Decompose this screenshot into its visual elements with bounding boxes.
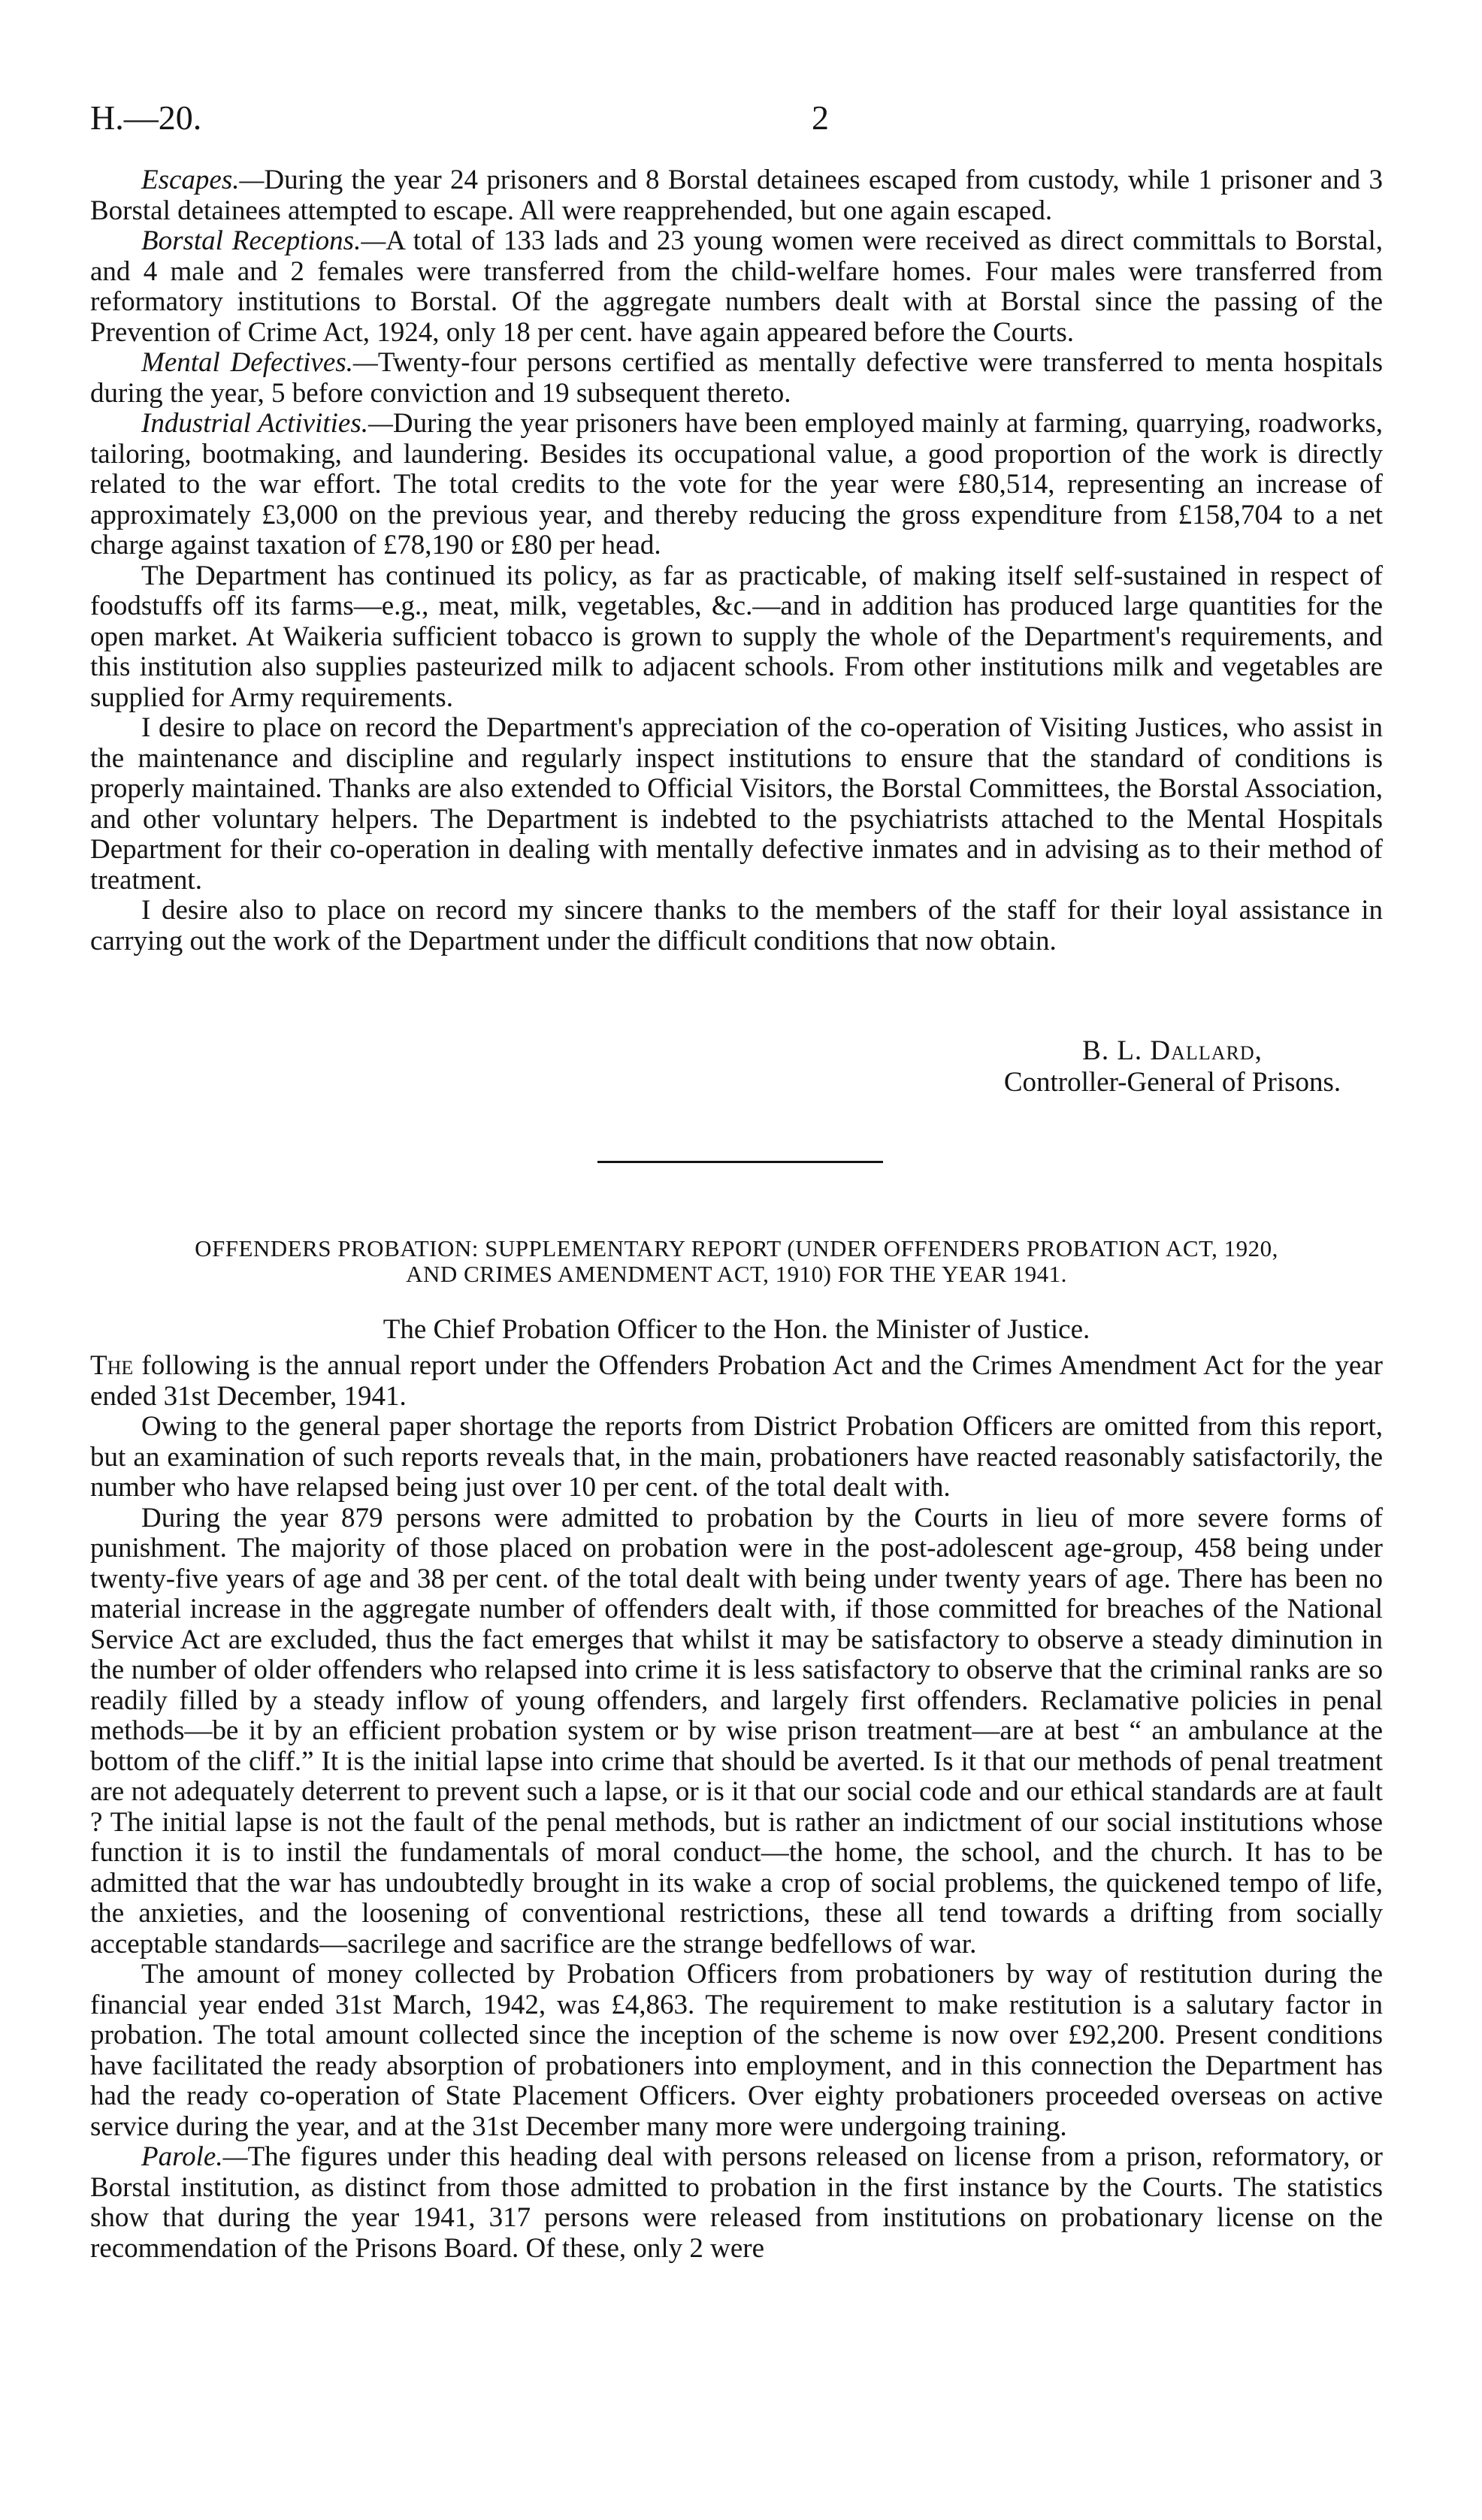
paragraph-text: following is the annual report under the Offenders Probation Act and the Crimes Amendment Act for the year ended 31st December, 1941. xyxy=(90,1350,1383,1412)
paragraph-text: The figures under this heading deal with persons released on license from a prison, reformatory, or Borstal institution, as distinct from those admitted to probation in the first instance by the Courts. The statistics show that during the year 1941, 317 persons were released from institutions on probationary license on the recommendation of the Prisons Board. Of these, only 2 were xyxy=(90,2141,1383,2264)
paragraph-paper-shortage xyxy=(90,1412,1383,1503)
signatory-name: B. L. Dallard, xyxy=(1082,1035,1263,1066)
paragraph-lead: Mental Defectives.— xyxy=(141,347,378,378)
paragraph-text: Owing to the general paper shortage the reports from District Probation Officers are omitted from this report, but an examination of such reports reveals that, in the main, probationers have reacted reasonably satisfactorily, the number who have relapsed being just over 10 per cent. of the total dealt with. xyxy=(90,1411,1383,1503)
paragraph-lead: Escapes.— xyxy=(141,165,265,195)
paragraph-lead: Parole.— xyxy=(141,2141,248,2172)
paragraph-text: I desire also to place on record my sincere thanks to the members of the staff for their loyal assistance in carrying out the work of the Department under the difficult conditions that now obtain. xyxy=(90,895,1383,956)
paragraph-borstal-receptions xyxy=(90,226,1383,348)
paragraph-restitution xyxy=(90,1959,1383,2142)
paragraph-text: During the year prisoners have been employed mainly at farming, quarrying, roadworks, tailoring, bootmaking, and laundering. Besides its occupational value, a good proportion of the work is directly related to the war effort. The total credits to the vote for the year were £80,514, representing an increase of approximately £3,000 on the previous year, and thereby reducing the gross expenditure from £158,704 to a net charge against taxation of £78,190 or £80 per head. xyxy=(90,408,1383,561)
page-header xyxy=(90,98,1383,143)
paragraph-text: Twenty-four persons certified as mentally defective were transferred to menta hospitals during the year, 5 before conviction and 19 subsequent thereto. xyxy=(90,347,1383,409)
paragraph-lead: Borstal Receptions.— xyxy=(141,225,386,256)
prisons-report-body xyxy=(90,165,1383,956)
paragraph-text: The Department has continued its policy, as far as practicable, of making itself self-sustained in respect of foodstuffs off its farms—e.g., meat, milk, vegetables, &c.—and in addition has produced large quantities for the open market. At Waikeria sufficient tobacco is grown to supply the whole of the Department's requirements, and this institution also supplies pasteurized milk to adjacent schools. From other institutions milk and vegetables are supplied for Army requirements. xyxy=(90,560,1383,713)
paragraph-lead: The xyxy=(90,1350,134,1381)
document-reference: H.—20. xyxy=(90,98,202,137)
paragraph-escapes xyxy=(90,165,1383,226)
paragraph-text: During the year 24 prisoners and 8 Borstal detainees escaped from custody, while 1 prisoner and 3 Borstal detainees attempted to escape. All were reapprehended, but one again escaped. xyxy=(90,165,1383,226)
paragraph-industrial-activities xyxy=(90,409,1383,561)
paragraph-foodstuffs xyxy=(90,561,1383,714)
paragraph-text: The amount of money collected by Probation Officers from probationers by way of restitution during the financial year ended 31st March, 1942, was £4,863. The requirement to make restitution is a salutary factor in probation. The total amount collected since the inception of the scheme is now over £92,200. Present conditions have facilitated the ready absorption of probationers into employment, and in this connection the Department has had the ready co-operation of State Placement Officers. Over eighty probationers proceeded overseas on active service during the year, and at the 31st December many more were undergoing training. xyxy=(90,1959,1383,2142)
paragraph-text: A total of 133 lads and 23 young women were received as direct committals to Borstal, and 4 male and 2 females were transferred from the child-welfare homes. Four males were transferred from reformatory institutions to Borstal. Of the aggregate numbers dealt with at Borstal since the passing of the Prevention of Crime Act, 1924, only 18 per cent. have again appeared before the Courts. xyxy=(90,225,1383,348)
paragraph-appreciation xyxy=(90,713,1383,896)
signatory-title: Controller-General of Prisons. xyxy=(1003,1067,1341,1098)
paragraph-intro xyxy=(90,1351,1383,1412)
paragraph-lead: Industrial Activities.— xyxy=(141,408,393,439)
paragraph-admissions xyxy=(90,1503,1383,1960)
paragraph-text: I desire to place on record the Department's appreciation of the co-operation of Visiting Justices, who assist in the maintenance and discipline and regularly inspect institutions to ensure that the standard of conditions is properly maintained. Thanks are also extended to Official Visitors, the Borstal Committees, the Borstal Association, and other voluntary helpers. The Department is indebted to the psychiatrists attached to the Mental Hospitals Department for their co-operation in dealing with mentally defective inmates and in advising as to their method of treatment. xyxy=(90,712,1383,896)
paragraph-text: During the year 879 persons were admitted to probation by the Courts in lieu of more severe forms of punishment. The majority of those placed on probation were in the post-adolescent age-group, 458 being under twenty-five years of age and 38 per cent. of the total dealt with being under twenty years of age. There has been no material increase in the aggregate number of offenders dealt with, if those committed for breaches of the National Service Act are excluded, thus the fact emerges that whilst it may be satisfactory to observe a steady diminution in the number of older offenders who relapsed into crime it is less satisfactory to observe that the criminal ranks are so readily filled by a steady inflow of young offenders, and largely first offenders. Reclamative policies in penal methods—be it by an efficient probation system or by wise prison treatment—are at best “ an ambulance at the bottom of the cliff.” It is the initial lapse into crime that should be averted. Is it that our methods of penal treatment are not adequately deterrent to prevent such a lapse, or is it that our social code and our ethical standards are at fault ? The initial lapse is not the fault of the penal methods, but is rather an indictment of our social institutions whose function it is to instil the fundamentals of moral conduct—the home, the school, and the church. It has to be admitted that the war has undoubtedly brought in its wake a crop of social problems, the quickened tempo of life, the anxieties, and the loosening of conventional restrictions, these all tend towards a drifting from socially acceptable standards—sacrilege and sacrifice are the strange bedfellows of war. xyxy=(90,1502,1383,1959)
section-title-line: OFFENDERS PROBATION: SUPPLEMENTARY REPORT (UNDER OFFENDERS PROBATION ACT, 1920, xyxy=(195,1235,1278,1262)
section-title xyxy=(90,1236,1383,1287)
signature-block xyxy=(962,1035,1383,1098)
section-divider xyxy=(597,1161,883,1163)
paragraph-parole xyxy=(90,2142,1383,2264)
page-number: 2 xyxy=(812,98,829,137)
report-address: The Chief Probation Officer to the Hon. the Minister of Justice. xyxy=(383,1314,1090,1345)
section-title-line: AND CRIMES AMENDMENT ACT, 1910) FOR THE YEAR 1941. xyxy=(406,1261,1067,1287)
paragraph-staff-thanks xyxy=(90,896,1383,956)
paragraph-mental-defectives xyxy=(90,348,1383,409)
probation-report-body xyxy=(90,1351,1383,2264)
